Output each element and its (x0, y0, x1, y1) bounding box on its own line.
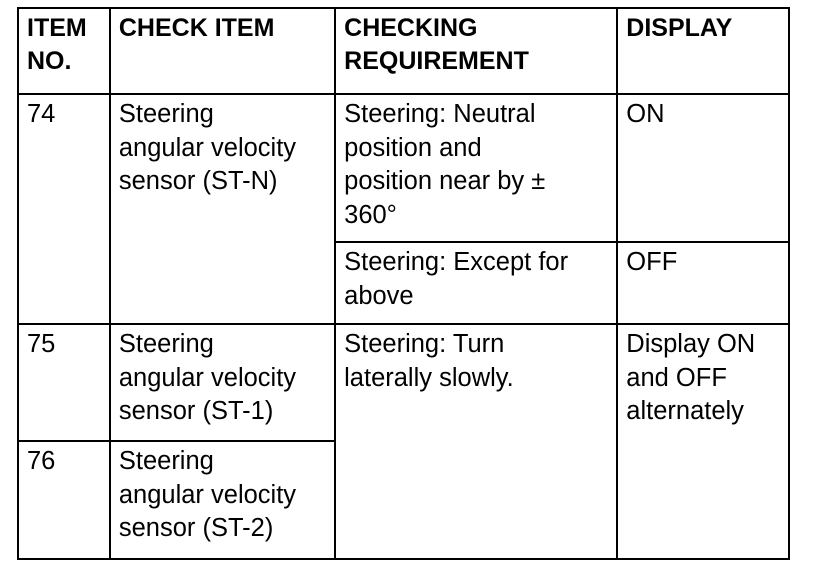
header-check-item (110, 8, 335, 94)
header-item-no-text: ITEM NO. (27, 14, 87, 75)
item-no-cell (18, 441, 110, 559)
check-item-cell (110, 94, 335, 324)
table-row (18, 94, 789, 242)
check-item-cell (110, 441, 335, 559)
header-check-item-text: CHECK ITEM (118, 14, 275, 42)
check-item-text: Steering angular velocity sensor (ST-2) (118, 447, 297, 542)
requirement-text: Steering: Except for above (344, 248, 569, 310)
check-item-text: Steering angular velocity sensor (ST-1) (118, 330, 297, 425)
requirement-text: Steering: Turn laterally slowly. (344, 330, 514, 392)
header-checking-requirement-text: CHECKING REQUIREMENT (344, 14, 529, 75)
header-checking-requirement (335, 8, 617, 94)
display-cell (617, 324, 789, 559)
check-item-text: Steering angular velocity sensor (ST-N) (118, 100, 297, 195)
header-item-no (18, 8, 110, 94)
display-text: Display ON and OFF alternately (626, 330, 756, 425)
display-cell (617, 242, 789, 324)
display-cell (617, 94, 789, 242)
check-item-cell (110, 324, 335, 441)
item-no-text: 74 (27, 100, 56, 128)
item-no-text: 75 (27, 330, 56, 358)
requirement-cell (335, 94, 617, 242)
display-text: ON (626, 100, 665, 128)
item-no-text: 76 (27, 447, 56, 475)
item-no-cell (18, 94, 110, 324)
check-items-table (17, 7, 790, 560)
header-row (18, 8, 789, 94)
header-display-text: DISPLAY (626, 14, 733, 42)
item-no-cell (18, 324, 110, 441)
table-row (18, 324, 789, 441)
requirement-cell (335, 324, 617, 559)
requirement-cell (335, 242, 617, 324)
display-text: OFF (626, 248, 678, 276)
requirement-text: Steering: Neutral position and position near by ± 360° (344, 100, 546, 229)
header-display (617, 8, 789, 94)
